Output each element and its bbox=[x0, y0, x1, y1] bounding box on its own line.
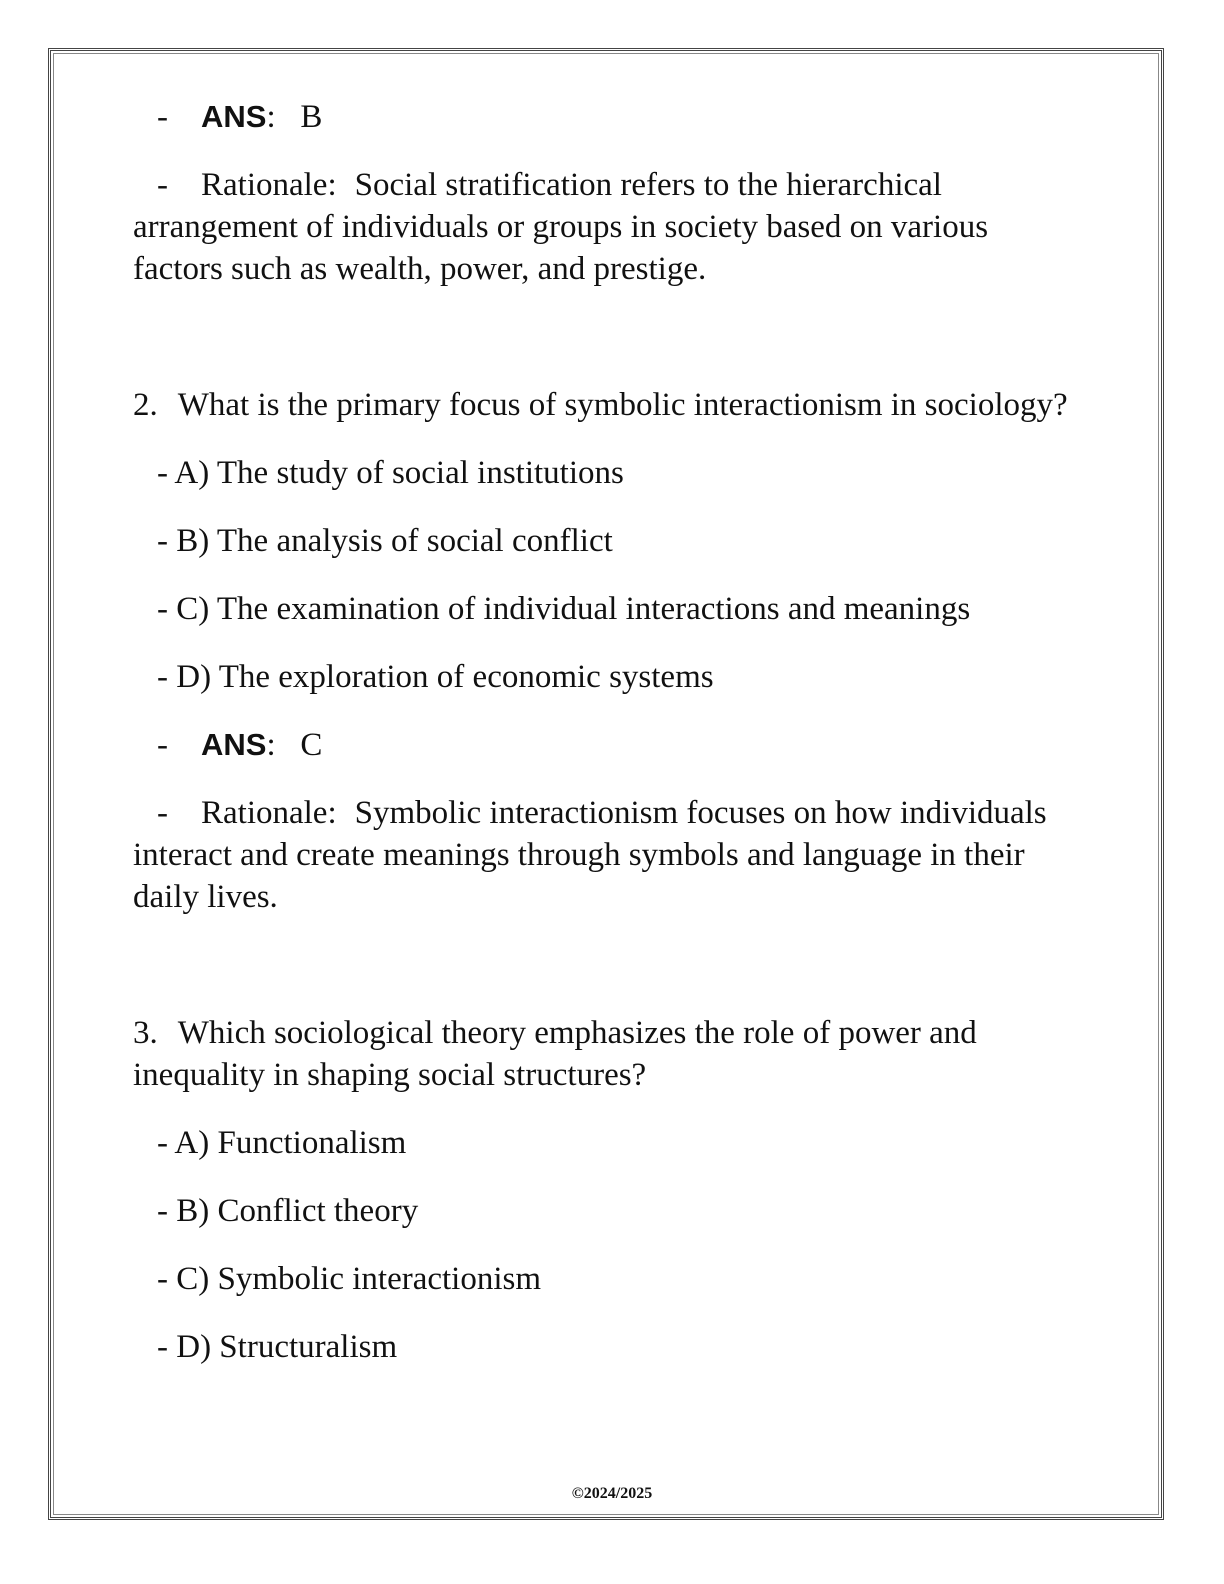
option-c: - C) The examination of individual interactions and meanings bbox=[157, 591, 971, 627]
question-text bbox=[133, 384, 1073, 426]
option-d: - D) The exploration of economic systems bbox=[157, 659, 714, 695]
question-stem: What is the primary focus of symbolic interactionism in sociology? bbox=[177, 387, 1068, 423]
rationale-paragraph bbox=[133, 792, 1073, 918]
answer-value: B bbox=[300, 99, 323, 135]
rationale-text: Social stratification refers to the hierarchical arrangement of individuals or groups in society based on various factors such as wealth, power, and prestige. bbox=[133, 167, 989, 287]
option-b: - B) The analysis of social conflict bbox=[157, 523, 613, 559]
copyright-footer: ©2024/2025 bbox=[571, 1485, 653, 1502]
rationale-dash: - bbox=[157, 167, 168, 203]
option-a: - A) The study of social institutions bbox=[157, 455, 624, 491]
answer-line bbox=[133, 724, 1073, 766]
answer-dash: - bbox=[157, 727, 168, 763]
question-number: 3. bbox=[133, 1015, 158, 1051]
question-number: 2. bbox=[133, 387, 158, 423]
answer-line bbox=[133, 96, 1073, 138]
answer-dash: - bbox=[157, 99, 168, 135]
question-stem: Which sociological theory emphasizes the role of power and inequality in shaping social structures? bbox=[133, 1015, 977, 1093]
option-d: - D) Structuralism bbox=[157, 1329, 398, 1365]
option-b: - B) Conflict theory bbox=[157, 1193, 419, 1229]
rationale-text: Symbolic interactionism focuses on how individuals interact and create meanings through symbols and language in their daily lives. bbox=[133, 795, 1047, 915]
rationale-label: Rationale: bbox=[201, 167, 337, 203]
answer-colon: : bbox=[266, 99, 276, 135]
rationale-label: Rationale: bbox=[201, 795, 337, 831]
answer-label: ANS bbox=[201, 727, 267, 762]
document-body bbox=[133, 96, 1073, 1368]
answer-colon: : bbox=[266, 727, 276, 763]
rationale-dash: - bbox=[157, 795, 168, 831]
question-text bbox=[133, 1012, 1073, 1096]
option-c: - C) Symbolic interactionism bbox=[157, 1261, 542, 1297]
answer-value: C bbox=[300, 727, 323, 763]
rationale-paragraph bbox=[133, 164, 1073, 290]
option-a: - A) Functionalism bbox=[157, 1125, 407, 1161]
answer-label: ANS bbox=[201, 99, 267, 134]
